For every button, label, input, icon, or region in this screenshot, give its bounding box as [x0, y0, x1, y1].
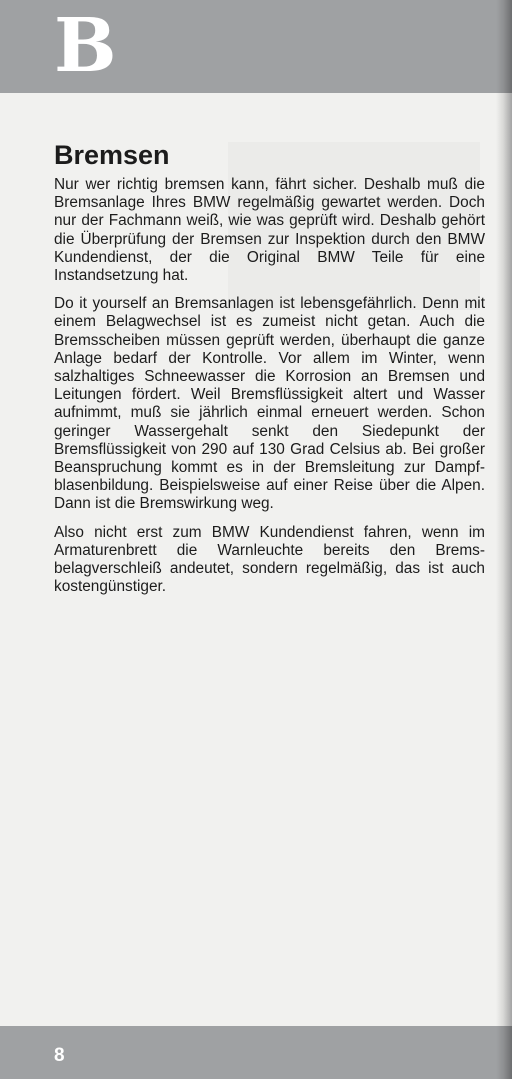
paragraph-3: Also nicht erst zum BMW Kundendienst fahren, wenn im Armaturenbrett die Warnleuchte bereits den Bremsbelagverschleiß andeutet, sondern regelmäßig, das ist auch kostengünstiger.: [54, 523, 485, 596]
header-band: [0, 0, 512, 93]
article-title: Bremsen: [54, 140, 170, 170]
paragraph-2: Do it yourself an Bremsanlagen ist lebensgefährlich. Denn mit einem Belagwechsel ist es zumeist nicht getan. Auch die Bremsscheiben müssen geprüft werden, überhaupt die ganze Anlage bedarf der Kontrolle. Vor allem im Winter, wenn salzhaltiges Schneewasser die Korrosion an Bremsen und Leitungen fördert. Weil Bremsflüssigkeit altert und Wasser aufnimmt, muß sie jährlich einmal erneuert werden. Schon geringer Wassergehalt senkt den Siedepunkt der Bremsflüssigkeit von 290 auf 130 Grad Celsius ab. Bei großer Beanspruchung kommt es in der Bremsleitung zur Dampfblasenbildung. Beispielsweise auf einer Reise über die Alpen. Dann ist die Bremswirkung weg.: [54, 295, 485, 513]
paragraph-1: Nur wer richtig bremsen kann, fährt sicher. Deshalb muß die Bremsanlage Ihres BMW regelmäßig gewartet werden. Doch nur der Fachmann weiß, wie was geprüft wird. Deshalb gehört die Überprüfung der Bremsen zur Inspektion durch den BMW Kundendienst, der die Original BMW Teile für eine Instandsetzung hat.: [54, 176, 485, 285]
section-letter: B: [54, 3, 117, 89]
page-edge-shadow: [496, 0, 512, 1079]
footer-band: [0, 1026, 512, 1079]
page-number: 8: [54, 1045, 65, 1066]
article-body: [54, 176, 485, 606]
